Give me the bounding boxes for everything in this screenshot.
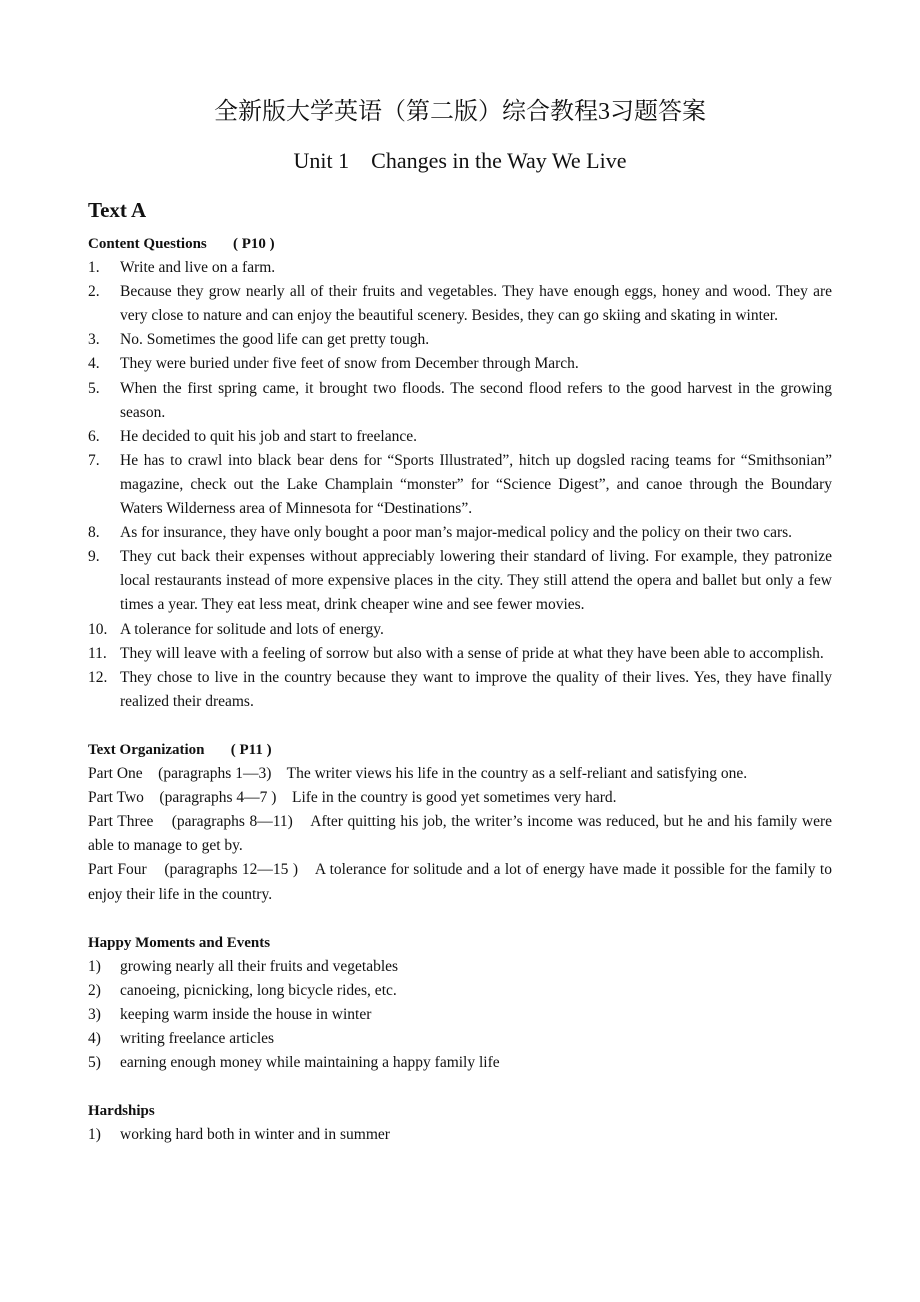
part-label: Part Two — [88, 789, 144, 807]
organization-part — [88, 858, 836, 906]
part-range: (paragraphs 12—15 ) — [164, 861, 298, 879]
item-text: They were buried under five feet of snow from December through March. — [120, 355, 579, 373]
list-item — [88, 955, 832, 979]
item-number: 1. — [88, 259, 100, 277]
item-text: No. Sometimes the good life can get pretty tough. — [120, 331, 430, 349]
text-organization-list — [88, 762, 836, 907]
item-number: 3. — [88, 331, 100, 349]
happy-moments-heading: Happy Moments and Events — [88, 934, 271, 951]
item-text: Write and live on a farm. — [120, 259, 276, 277]
list-item — [88, 1027, 832, 1051]
part-label: Part Three — [88, 813, 154, 831]
item-number: 11. — [88, 644, 107, 662]
item-text: They chose to live in the country because they want to improve the quality of their lives. Yes, they have finally realized their dreams. — [120, 668, 832, 710]
item-text: They cut back their expenses without appreciably lowering their standard of living. For example, they patronize local restaurants instead of more expensive places in the city. They still attend the opera and ballet but only a few times a year. They eat less meat, drink cheaper wine and see fewer movies. — [120, 548, 832, 614]
item-number: 8. — [88, 524, 100, 542]
part-text: A tolerance for solitude and a lot of energy have made it possible for the family to enjoy their life in the country. — [88, 861, 836, 903]
item-text: He has to crawl into black bear dens for “Sports Illustrated”, hitch up dogsled racing teams for “Smithsonian” magazine, check out the Lake Champlain “monster” for “Science Digest”, and canoe through the Boundary Waters Wilderness area of Minnesota for “Destinations”. — [120, 451, 832, 518]
part-text: Life in the country is good yet sometimes very hard. — [291, 789, 617, 807]
item-text: A tolerance for solitude and lots of energy. — [120, 620, 384, 638]
answer-item — [88, 449, 832, 521]
part-range: (paragraphs 1—3) — [158, 765, 272, 783]
content-questions-list — [88, 256, 832, 714]
organization-part — [88, 786, 832, 810]
answer-item — [88, 280, 832, 328]
item-number: 12. — [88, 668, 108, 686]
list-item — [88, 1051, 832, 1075]
hardships-heading: Hardships — [88, 1103, 155, 1120]
item-number: 6. — [88, 427, 100, 445]
text-organization-heading: Text Organization ( P11 ) — [88, 741, 272, 758]
item-text: He decided to quit his job and start to freelance. — [120, 427, 417, 445]
organization-part — [88, 762, 832, 786]
document-body — [88, 232, 836, 1148]
happy-moments-list — [88, 955, 832, 1075]
item-text: canoeing, picnicking, long bicycle rides, etc. — [120, 981, 397, 999]
answer-item — [88, 666, 832, 714]
item-text: growing nearly all their fruits and vegetables — [120, 957, 399, 975]
answer-item — [88, 642, 832, 666]
content-questions-heading: Content Questions ( P10 ) — [88, 236, 275, 252]
item-number: 1) — [88, 1126, 101, 1144]
spacer — [88, 907, 832, 931]
document-title: 全新版大学英语（第二版）综合教程3习题答案 — [214, 99, 706, 125]
answer-item — [88, 425, 832, 449]
item-number: 10. — [88, 620, 108, 638]
item-number: 4. — [88, 355, 100, 373]
item-text: They will leave with a feeling of sorrow but also with a sense of pride at what they have been able to accomplish. — [120, 644, 824, 662]
hardships-list — [88, 1123, 832, 1147]
organization-part — [88, 810, 836, 858]
list-item — [88, 979, 832, 1003]
item-text: earning enough money while maintaining a happy family life — [120, 1054, 500, 1072]
list-item — [88, 1123, 832, 1147]
item-number: 1) — [88, 957, 101, 975]
answer-item — [88, 545, 832, 617]
item-number: 7. — [88, 451, 100, 469]
answer-item — [88, 618, 832, 642]
item-text: working hard both in winter and in summer — [120, 1126, 390, 1144]
item-number: 5) — [88, 1054, 101, 1072]
item-text: keeping warm inside the house in winter — [120, 1006, 372, 1023]
part-range: (paragraphs 8—11) — [171, 813, 293, 831]
part-text: After quitting his job, the writer’s income was reduced, but he and his family were able to manage to get by. — [88, 813, 836, 855]
list-item — [88, 1003, 832, 1027]
answer-item — [88, 352, 832, 376]
item-number: 5. — [88, 379, 100, 397]
part-range: (paragraphs 4—7 ) — [159, 789, 277, 807]
item-number: 4) — [88, 1030, 101, 1048]
part-label: Part Four — [88, 861, 147, 879]
answer-item — [88, 256, 832, 280]
spacer — [88, 1075, 832, 1099]
answer-item — [88, 328, 832, 352]
unit-title: Unit 1 Changes in the Way We Live — [293, 148, 627, 173]
answer-item — [88, 521, 832, 545]
item-number: 2) — [88, 981, 101, 999]
item-text: When the first spring came, it brought two floods. The second flood refers to the good harvest in the growing season. — [120, 379, 832, 421]
part-text: The writer views his life in the country as a self-reliant and satisfying one. — [286, 765, 748, 783]
item-text: writing freelance articles — [120, 1030, 275, 1048]
part-label: Part One — [88, 765, 143, 783]
section-title-text-a: Text A — [88, 198, 147, 222]
item-number: 9. — [88, 548, 100, 566]
item-text: As for insurance, they have only bought a poor man’s major-medical policy and the policy on their two cars. — [120, 524, 793, 542]
item-number: 2. — [88, 283, 100, 301]
item-text: Because they grow nearly all of their fruits and vegetables. They have enough eggs, honey and wood. They are very close to nature and can enjoy the beautiful scenery. Besides, they can go skiing and skating in winter. — [120, 283, 832, 325]
item-number: 3) — [88, 1006, 101, 1023]
spacer — [88, 714, 832, 738]
answer-item — [88, 377, 832, 425]
